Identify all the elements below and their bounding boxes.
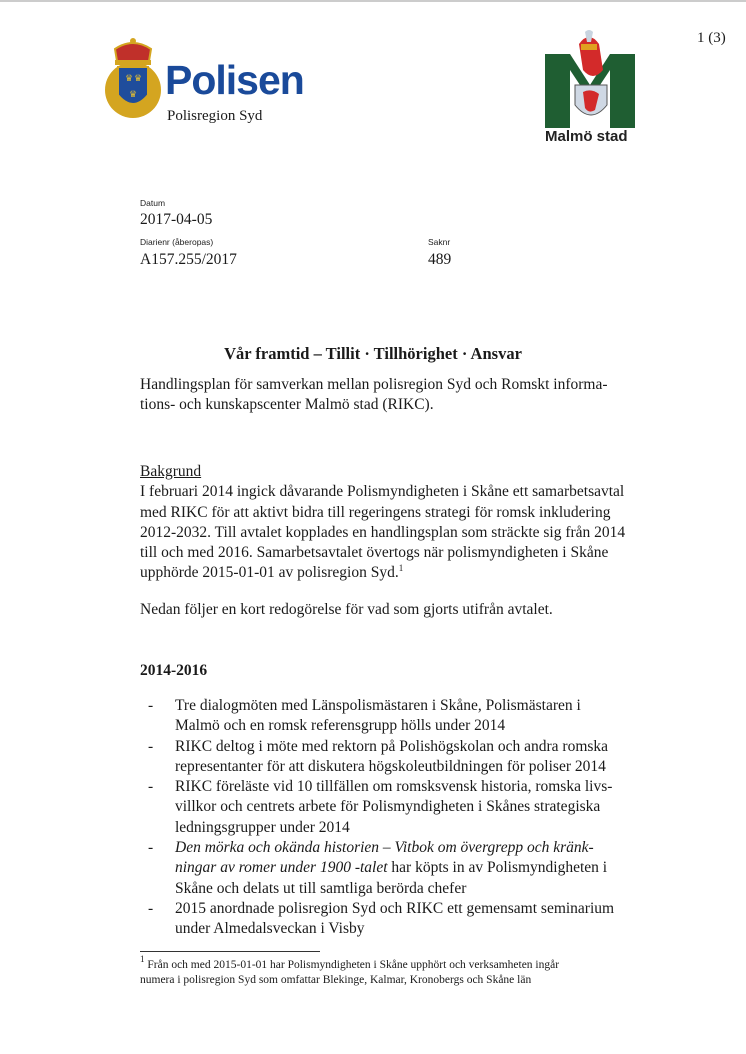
text-line: Handlingsplan för samverkan mellan polisregion Syd och Romskt informa-: [140, 376, 608, 393]
text-line: ledningsgrupper under 2014: [175, 818, 350, 836]
text-line: numera i polisregion Syd som omfattar Blekinge, Kalmar, Kronobergs och Skåne län: [140, 974, 532, 986]
text-line: Från och med 2015-01-01 har Polismyndigheten i Skåne upphört och verksamheten ingår: [144, 959, 560, 971]
text-line: Skåne och delats ut till samtliga berörda chefer: [175, 879, 467, 897]
intro-paragraph: [140, 375, 608, 416]
saknr-value: 489: [428, 251, 452, 268]
text-line: villkor och centrets arbete för Polismyndigheten i Skånes strategiska: [175, 798, 601, 816]
diarienr-value: A157.255/2017: [140, 251, 237, 268]
list-item: [140, 899, 614, 940]
dash-marker: -: [148, 899, 154, 917]
police-crest-icon: [103, 35, 163, 125]
text-line: RIKC deltog i möte med rektorn på Polishögskolan och andra romska: [175, 737, 609, 755]
text-line: upphörde 2015-01-01 av polisregion Syd.: [140, 564, 399, 582]
diarienr-label: Diarienr (åberopas): [140, 237, 214, 247]
footnote: [140, 954, 560, 988]
malmo-coat-of-arms-icon: [545, 30, 635, 128]
text-line: med RIKC för att aktivt bidra till regeringens strategi för romsk inkludering: [140, 503, 611, 521]
dash-marker: -: [148, 737, 154, 755]
background-heading: Bakgrund: [140, 463, 202, 480]
malmo-stad-wordmark: Malmö stad: [545, 128, 628, 145]
section-heading: 2014-2016: [140, 662, 208, 679]
text-line: RIKC föreläste vid 10 tillfällen om romsksvensk historia, romska livs-: [175, 778, 613, 796]
text-line: till och med 2016. Samarbetsavtalet övertogs när polismyndigheten i Skåne: [140, 544, 609, 562]
text-line: I februari 2014 ingick dåvarande Polismyndigheten i Skåne ett samarbetsavtal: [140, 483, 625, 501]
polisen-wordmark: Polisen: [165, 57, 304, 103]
summary-line: Nedan följer en kort redogörelse för vad som gjorts utifrån avtalet.: [140, 600, 553, 618]
list-item: [140, 838, 614, 899]
datum-value: 2017-04-05: [140, 211, 213, 228]
svg-text:♛: ♛: [125, 73, 134, 83]
document-title: Vår framtid – Tillit · Tillhörighet · Ansvar: [224, 344, 522, 363]
text-line: har köpts in av Polismyndigheten i: [387, 859, 608, 877]
text-line: tions- och kunskapscenter Malmö stad (RIKC).: [140, 396, 434, 414]
footnote-number: 1: [140, 954, 145, 964]
book-title: ningar av romer under 1900 -talet: [175, 859, 388, 877]
book-title: Den mörka och okända historien – Vitbok om övergrepp och kränk-: [175, 839, 594, 857]
text-line: 2012-2032. Till avtalet kopplades en handlingsplan som sträckte sig från 2014: [140, 523, 626, 541]
background-section: [140, 462, 625, 620]
dash-marker: -: [148, 697, 154, 714]
saknr-label: Saknr: [428, 237, 451, 247]
footnote-divider: [140, 951, 320, 952]
datum-label: Datum: [140, 198, 166, 208]
page-number: 1 (3): [697, 30, 726, 46]
text-line: representanter för att diskutera högskoleutbildningen för poliser 2014: [175, 757, 606, 775]
text-line: Malmö och en romsk referensgrupp hölls under 2014: [175, 717, 506, 735]
svg-text:♛: ♛: [129, 89, 138, 99]
dash-marker: -: [148, 839, 154, 857]
text-line: 2015 anordnade polisregion Syd och RIKC ett gemensamt seminarium: [175, 899, 615, 917]
bullet-list: [140, 696, 614, 940]
list-item: [140, 777, 614, 838]
dash-marker: -: [148, 778, 154, 796]
scan-edge: [0, 0, 746, 2]
list-item: [140, 737, 614, 778]
text-line: Tre dialogmöten med Länspolismästaren i Skåne, Polismästaren i: [175, 697, 581, 714]
svg-text:♛: ♛: [134, 73, 143, 83]
polisregion-subtitle: Polisregion Syd: [167, 108, 263, 124]
text-line: under Almedalsveckan i Visby: [175, 920, 365, 938]
list-item: [140, 696, 614, 737]
footnote-ref[interactable]: 1: [398, 563, 404, 574]
